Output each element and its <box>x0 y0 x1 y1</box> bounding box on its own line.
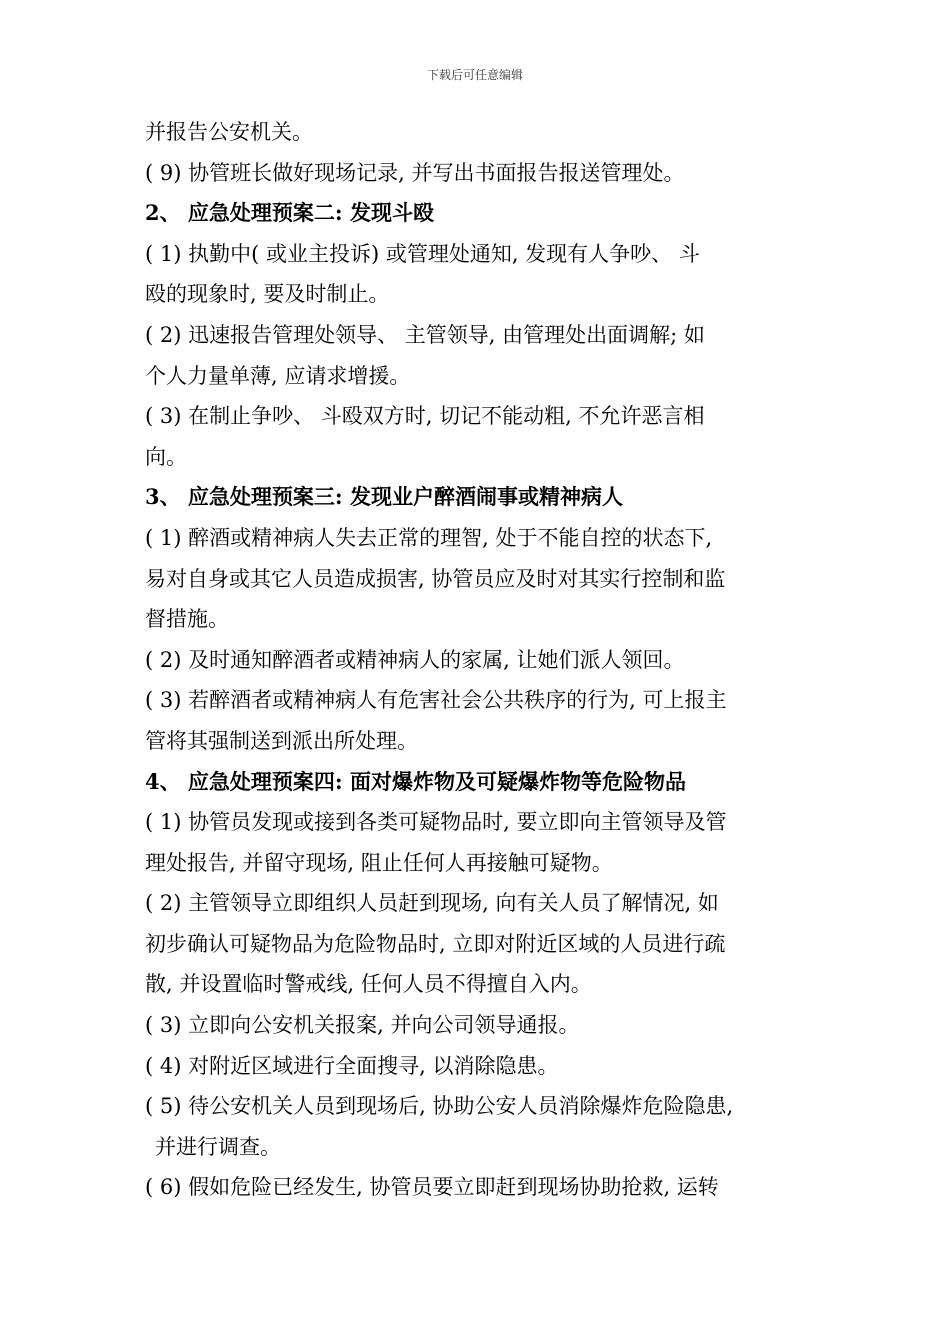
text-line: 易对自身或其它人员造成损害, 协管员应及时对其实行控制和监 <box>145 566 726 591</box>
text-line: 个人力量单薄, 应请求增援。 <box>145 363 411 388</box>
text-line: 督措施。 <box>145 607 229 632</box>
text-line: 并进行调查。 <box>155 1134 281 1159</box>
text-line: 向。 <box>145 444 187 469</box>
text-line: ( 4) 对附近区域进行全面搜寻, 以消除隐患。 <box>145 1053 559 1078</box>
text-line: 初步确认可疑物品为危险物品时, 立即对附近区域的人员进行疏 <box>145 931 726 956</box>
document-body <box>145 112 813 1208</box>
text-line: ( 3) 在制止争吵、 斗殴双方时, 切记不能动粗, 不允许恶言相 <box>145 404 705 429</box>
text-line: ( 9) 协管班长做好现场记录, 并写出书面报告报送管理处。 <box>145 160 685 185</box>
text-line: ( 2) 及时通知醉酒者或精神病人的家属, 让她们派人领回。 <box>145 647 685 672</box>
text-line: ( 3) 若醉酒者或精神病人有危害社会公共秩序的行为, 可上报主 <box>145 688 727 713</box>
text-line: ( 5) 待公安机关人员到现场后, 协助公安人员消除爆炸危险隐患, <box>145 1094 734 1119</box>
text-line: 散, 并设置临时警戒线, 任何人员不得擅自入内。 <box>145 972 592 997</box>
text-line: 殴的现象时, 要及时制止。 <box>145 282 390 307</box>
text-line: ( 1) 执勤中( 或业主投诉) 或管理处通知, 发现有人争吵、 斗 <box>145 241 700 266</box>
text-line: 管将其强制送到派出所处理。 <box>145 728 418 753</box>
text-line: ( 3) 立即向公安机关报案, 并向公司领导通报。 <box>145 1013 580 1038</box>
text-line: ( 1) 协管员发现或接到各类可疑物品时, 要立即向主管领导及管 <box>145 810 727 835</box>
text-line: 并报告公安机关。 <box>145 120 313 144</box>
section-heading: 4、 应急处理预案四: 面对爆炸物及可疑爆炸物等危险物品 <box>145 768 686 794</box>
page-header: 下载后可任意编辑 <box>426 68 523 82</box>
text-line: ( 2) 迅速报告管理处领导、 主管领导, 由管理处出面调解; 如 <box>145 322 705 347</box>
text-line: ( 1) 醉酒或精神病人失去正常的理智, 处于不能自控的状态下, <box>145 525 713 550</box>
section-heading: 2、 应急处理预案二: 发现斗殴 <box>145 200 434 226</box>
section-heading: 3、 应急处理预案三: 发现业户醉酒闹事或精神病人 <box>145 484 623 510</box>
text-line: ( 6) 假如危险已经发生, 协管员要立即赶到现场协助抢救, 运转 <box>145 1175 719 1200</box>
text-line: 理处报告, 并留守现场, 阻止任何人再接触可疑物。 <box>145 850 613 875</box>
text-line: ( 2) 主管领导立即组织人员赶到现场, 向有关人员了解情况, 如 <box>145 891 719 916</box>
